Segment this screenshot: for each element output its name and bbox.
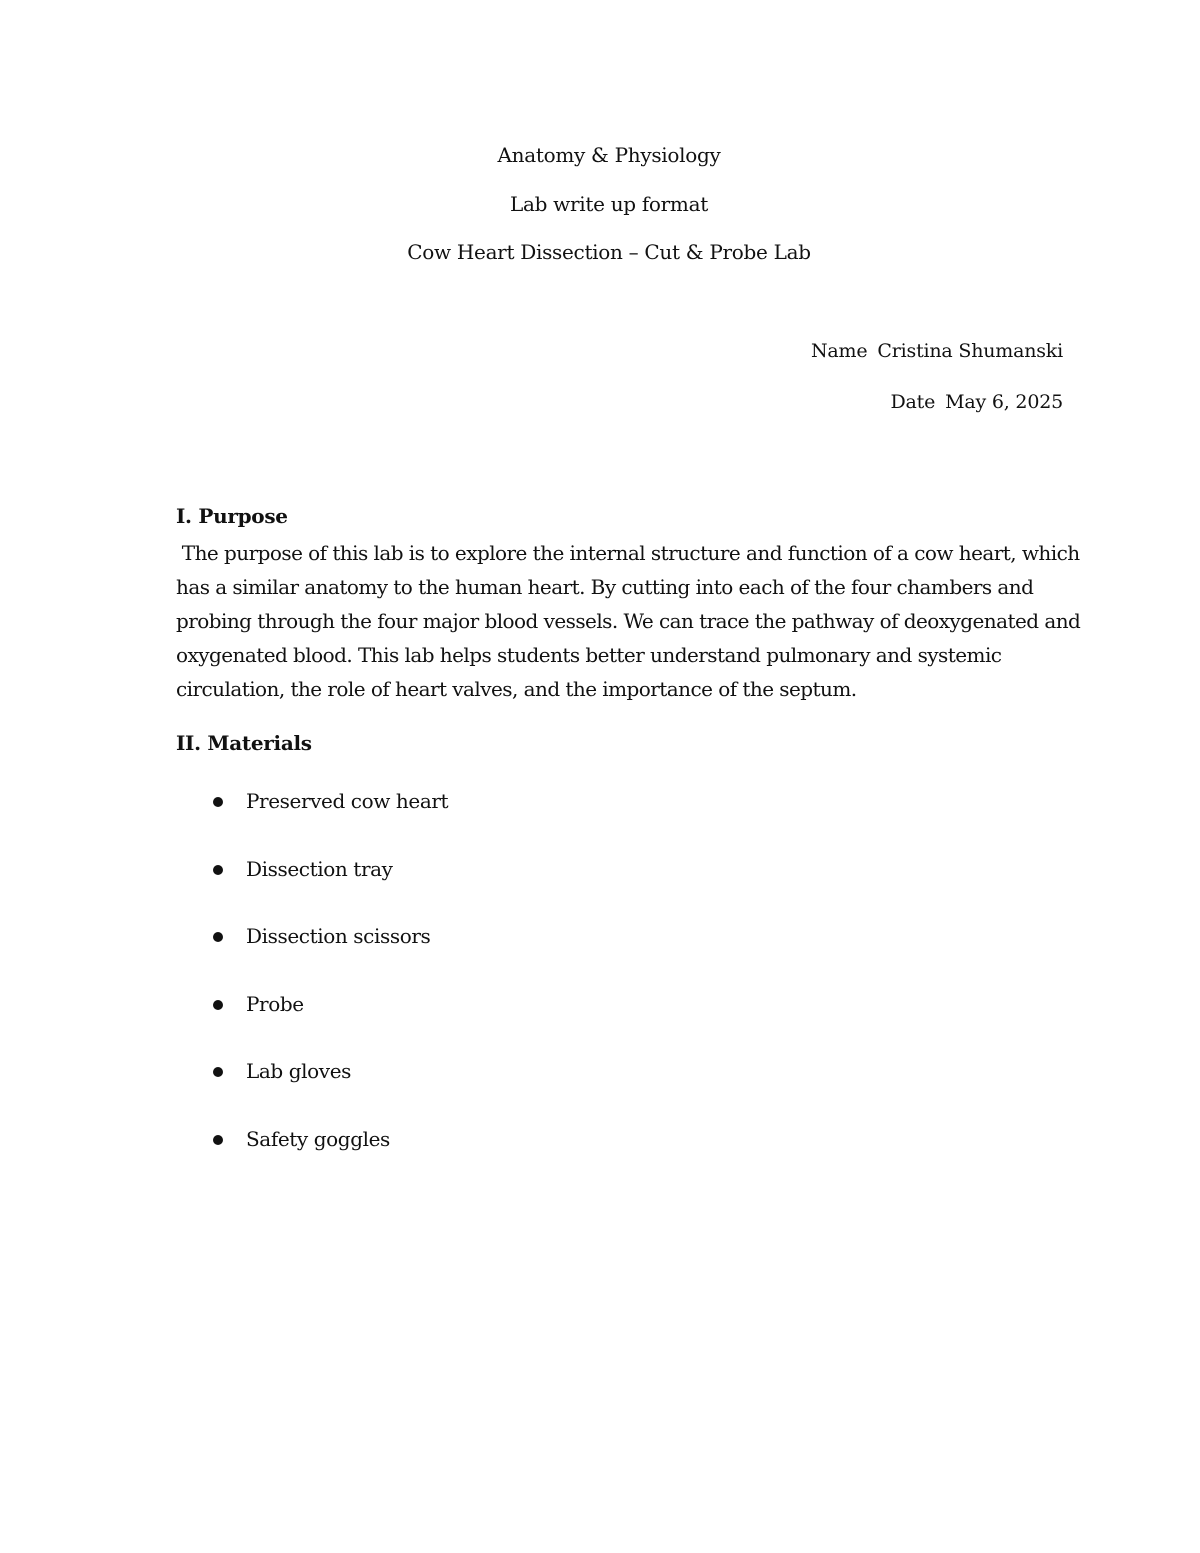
purpose-paragraph (176, 536, 1081, 706)
materials-heading: II. Materials (176, 731, 312, 755)
purpose-heading: I. Purpose (176, 504, 288, 528)
material-label: Dissection scissors (246, 924, 431, 949)
material-label: Dissection tray (246, 856, 393, 881)
purpose-line: The purpose of this lab is to explore the internal structure and function of a cow heart, which (176, 541, 1080, 565)
date-label: Date (890, 391, 936, 413)
material-label: Preserved cow heart (246, 789, 449, 813)
list-item (176, 919, 448, 987)
purpose-line: probing through the four major blood vessels. We can trace the pathway of deoxygenated and (176, 609, 1081, 633)
document-subtitle: Lab write up format (510, 192, 708, 216)
bullet-icon (213, 865, 223, 875)
material-label: Safety goggles (246, 1126, 390, 1151)
list-item (176, 987, 448, 1055)
date-value: May 6, 2025 (945, 391, 1063, 413)
list-item (176, 784, 448, 852)
bullet-icon (213, 1000, 223, 1010)
bullet-icon (213, 797, 223, 807)
name-label: Name (811, 340, 868, 362)
name-value: Cristina Shumanski (877, 340, 1063, 362)
lab-title: Cow Heart Dissection – Cut & Probe Lab (407, 240, 811, 264)
list-item (176, 1122, 448, 1190)
purpose-line: oxygenated blood. This lab helps students better understand pulmonary and systemic (176, 643, 1002, 667)
material-label: Probe (246, 991, 304, 1016)
purpose-line: has a similar anatomy to the human heart. By cutting into each of the four chambers and (176, 575, 1034, 599)
course-title: Anatomy & Physiology (497, 143, 721, 167)
date-line (890, 388, 1063, 416)
student-name-line (811, 337, 1063, 365)
purpose-line: circulation, the role of heart valves, and the importance of the septum. (176, 677, 857, 701)
bullet-icon (213, 1067, 223, 1077)
material-label: Lab gloves (246, 1059, 352, 1084)
bullet-icon (213, 1135, 223, 1145)
bullet-icon (213, 932, 223, 942)
list-item (176, 1054, 448, 1122)
list-item (176, 852, 448, 920)
materials-list (176, 784, 448, 1190)
